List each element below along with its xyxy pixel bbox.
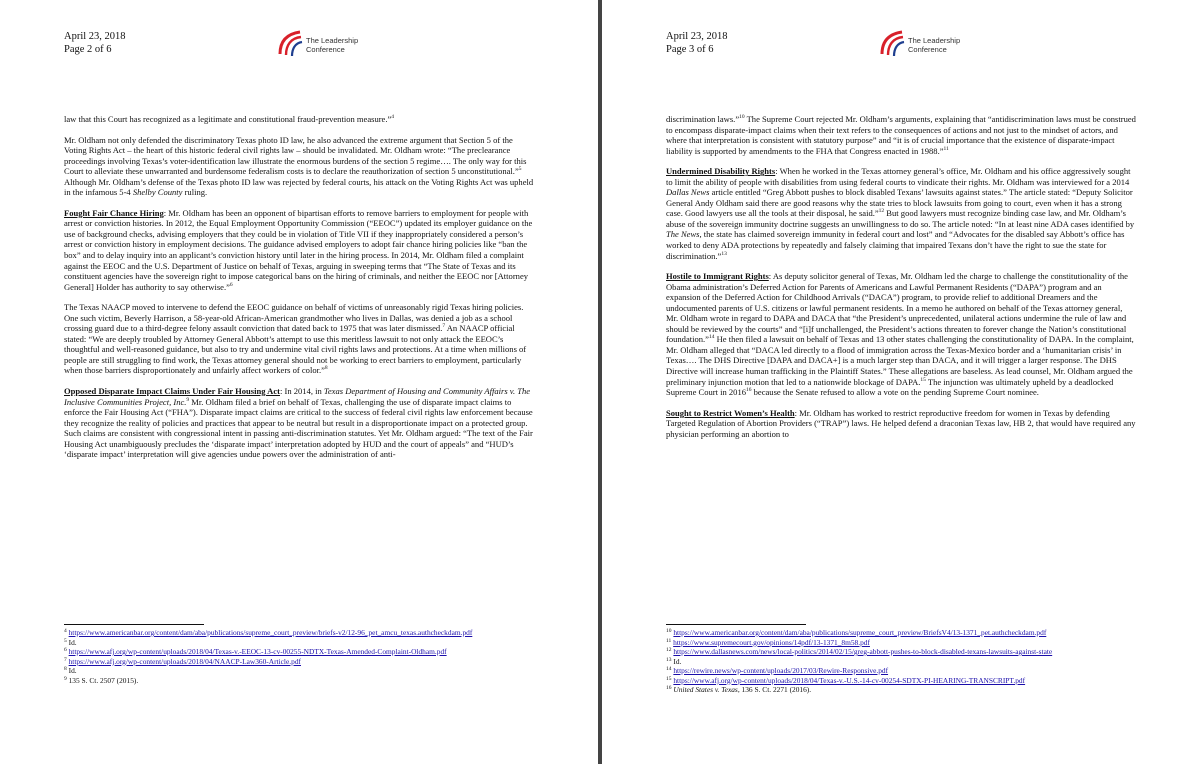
paragraph-text: : When he worked in the Texas attorney general’s office, Mr. Oldham and his office aggressively sought to limit the ability of people with disabilities from using federal courts to vindicate their rights. Mr. Oldham was interviewed for a 2014 xyxy=(666,166,1131,187)
footnote-item xyxy=(666,628,1136,637)
header-date: April 23, 2018 xyxy=(666,31,728,42)
footnote-link[interactable]: https://www.afj.org/wp-content/uploads/2018/04/NAACP-Law360-Article.pdf xyxy=(68,656,301,666)
footnote-rule xyxy=(64,624,204,625)
footnote-text: , 136 S. Ct. 2271 (2016). xyxy=(737,685,812,694)
logo-swoosh-icon xyxy=(276,28,304,58)
paragraph-text: , the state has claimed sovereign immunity in federal court and lost” and “Advocates for the disabled say Abbott’s office has worked to deny ADA protections by repeatedly and falsely claiming that impaired Texans don’t have the right to sue the state for discrimination.” xyxy=(666,229,1125,261)
footnote-number: 7 xyxy=(64,656,67,663)
logo-line-2: Conference xyxy=(908,45,947,54)
footnote-link[interactable]: https://www.supremecourt.gov/opinions/14pdf/13-1371_8m58.pdf xyxy=(673,637,870,647)
footnote-ref[interactable]: 11 xyxy=(943,145,949,152)
logo-text xyxy=(908,36,960,54)
footnote-ref[interactable]: 4 xyxy=(391,114,395,120)
paragraph-text: : In 2014, in xyxy=(279,386,324,397)
footnote-link[interactable]: https://www.dallasnews.com/news/local-politics/2014/02/15/greg-abbott-pushes-to-block-disabled-texans-lawsuits-against-state xyxy=(673,647,1053,656)
footnote-number: 9 xyxy=(64,675,67,682)
footnote-text: Id. xyxy=(673,656,682,666)
page-body xyxy=(666,114,1136,449)
document-page-3 xyxy=(602,0,1200,764)
footnote-number: 11 xyxy=(666,637,672,644)
paragraph-text: because the Senate refused to allow a vote on the pending Supreme Court nominee. xyxy=(751,387,1039,398)
footnote-ref[interactable]: 13 xyxy=(721,250,727,257)
paragraph-text: The injunction was ultimately upheld by a deadlocked Supreme Court in 2016 xyxy=(666,376,1114,398)
footnote-link[interactable]: https://rewire.news/wp-content/uploads/2017/03/Rewire-Responsive.pdf xyxy=(673,666,889,675)
section-heading: Hostile to Immigrant Rights xyxy=(666,271,769,282)
page-body xyxy=(64,114,534,470)
section-heading: Opposed Disparate Impact Claims Under Fair Housing Act xyxy=(64,386,280,397)
footnote-number: 14 xyxy=(666,666,672,672)
footnote-number: 5 xyxy=(64,637,67,644)
section-heading: Fought Fair Chance Hiring xyxy=(64,207,164,218)
footnote-ref[interactable]: 16 xyxy=(746,387,752,394)
footnote-item xyxy=(64,666,534,675)
paragraph xyxy=(666,271,1136,398)
footnote-item xyxy=(64,628,534,637)
footnote-rule xyxy=(666,624,806,625)
leadership-conference-logo xyxy=(276,26,396,66)
footnote-item xyxy=(64,638,534,647)
footnote-item xyxy=(666,657,1136,666)
paragraph-text: ruling. xyxy=(182,187,208,198)
paragraph-text: : As deputy solicitor general of Texas, Mr. Oldham led the charge to challenge the constitutionality of the Obama administration’s Deferred Action for Parents of Americans and Lawful Permanent Residents (“DAPA”) program and an expansion of the Deferred Action for Childhood Arrivals (“DACA”) program, to provide relief to additional Dreamers and the undocumented parents of U.S. citizens or lawful permanent residents. In a memo he authored on behalf of the Texas attorney general, Mr. Oldham wrote in regard to DAPA and DACA that “the President’s unprecedented, unilateral actions undermine the rule of law and should be reviewed by the courts” and “[i]f unchallenged, the President’s actions threaten to forever change the Nation’s constitutional foundation.” xyxy=(666,271,1128,345)
paragraph-text: Although Mr. Oldham’s defense of the Texas photo ID law was rejected by federal courts, his attack on the Voting Rights Act was upheld in the infamous 5-4 xyxy=(64,176,534,198)
publication-name: The News xyxy=(666,229,700,240)
footnote-item xyxy=(666,638,1136,647)
footnote-item xyxy=(666,685,1136,694)
paragraph-text: discrimination laws.” xyxy=(666,114,740,124)
paragraph-text: He then filed a lawsuit on behalf of Texas and 13 other states challenging the constitutionality of DAPA. In the complaint, Mr. Oldham alleged that “DACA led directly to a flood of immigration across the Texas-Mexico border and a ‘humanitarian crisis’ in Texas…. The DHS Directive [DAPA and DACA+] is a much larger step than DACA, and it will trigger a larger response. The DHS Directive will increase human trafficking in the Plaintiff States.” These allegations are baseless. As lead counsel, Mr. Oldham argued the preliminary injunction motion that led to a nationwide blockage of DAPA. xyxy=(666,334,1134,387)
paragraph xyxy=(64,135,534,198)
paragraph xyxy=(64,114,534,125)
paragraph xyxy=(666,408,1136,440)
footnote-link[interactable]: https://www.americanbar.org/content/dam/aba/publications/supreme_court_preview/BriefsV4/13-1371_pet.authcheckdam.pdf xyxy=(673,628,1047,637)
footnote-ref[interactable]: 8 xyxy=(324,365,328,372)
footnote-ref[interactable]: 5 xyxy=(518,166,522,173)
paragraph-text: : Mr. Oldham has worked to restrict reproductive freedom for women in Texas by defending Targeted Regulation of Abortion Providers (“TRAP”) laws. He helped defend a draconian Texas law, HB 2, that would have required any physician performing an abortion to xyxy=(666,407,1136,439)
paragraph-text: law that this Court has recognized as a legitimate and constitutional fraud-prevention measure.” xyxy=(64,114,392,124)
footnote-number: 15 xyxy=(666,675,672,682)
footnotes xyxy=(666,624,1136,695)
section-heading: Undermined Disability Rights xyxy=(666,166,776,177)
paragraph xyxy=(64,386,534,460)
header-page-number: Page 2 of 6 xyxy=(64,43,112,55)
case-name: United States v. Texas xyxy=(673,685,738,694)
paragraph-text: Mr. Oldham filed a brief on behalf of Texas, challenging the use of disparate impact claims to enforce the Fair Housing Act (“FHA”). Disparate impact claims are critical to the success of federal civil rights law enforcement because they recognize the reality of policies and practices that appear to be neutral but result in a disproportionate impact on a protected group. Such claims are consistent with congressional intent in passing anti-discrimination statutes. Yet Mr. Oldham argued: “The text of the Fair Housing Act unambiguously precludes the ‘disparate impact’ interpretation adopted by HUD and the court of appeals” and “HUD’s ‘disparate impact’ interpretation will give agencies undue powers over the administration of anti- xyxy=(64,396,533,460)
paragraph xyxy=(666,114,1136,156)
footnote-ref[interactable]: 10 xyxy=(739,114,745,120)
paragraph-text: The Texas NAACP moved to intervene to defend the EEOC guidance on behalf of victims of unreasonably rigid Texas hiring policies. One such victim, Beverly Harrison, a 58-year-old African-American grandmother who lives in Dallas, was denied a job as a school crossing guard due to a third-degree felony assault conviction that dated back to 1975 that was later dismissed. xyxy=(64,302,524,334)
paragraph-text: : Mr. Oldham has been an opponent of bipartisan efforts to remove barriers to employment for people with arrest or conviction histories. In 2012, the Equal Employment Opportunity Commission (“EEOC”) updated its employer guidance on the use of background checks, advising employers that they could be in violation of Title VII if they inappropriately considered a person’s arrest or conviction history in employment decisions. The guidance advised employers to adopt fair chance hiring policies like “ban the box” and to delay inquiry into an applicant’s conviction history until later in the hiring process. In 2014, Mr. Oldham filed a complaint against the EEOC and the U.S. Department of Justice on behalf of Texas, arguing in sweeping terms that “The State of Texas and its constituent agencies have the sovereign right to impose categorical bans on the hiring of criminals, and neither the EEOC nor [Attorney General] Holder has authority to say otherwise.” xyxy=(64,207,533,292)
footnote-text: Id. xyxy=(68,637,77,647)
logo-line-1: The Leadership xyxy=(908,36,961,45)
header-page-number: Page 3 of 6 xyxy=(666,43,714,55)
footnote-item xyxy=(64,647,534,656)
paragraph-text: But good lawyers must recognize binding case law, and Mr. Oldham’s abuse of the sovereign immunity doctrine suggests an unwillingness to do so. The article noted: “In at least nine ADA cases identified by xyxy=(666,208,1135,229)
footnote-link[interactable]: https://www.afj.org/wp-content/uploads/2018/04/Texas-v.-U.S.-14-cv-00254-SDTX-PI-HEARING-TRANSCRIPT.pdf xyxy=(673,675,1026,685)
footnote-ref[interactable]: 12 xyxy=(878,208,885,215)
footnote-item xyxy=(666,676,1136,685)
footnote-item xyxy=(64,657,534,666)
footnote-number: 16 xyxy=(666,685,672,691)
case-name: Texas Department of Housing and Community Affairs v. The Inclusive Communities Project, Inc. xyxy=(64,386,531,407)
footnote-ref[interactable]: 9 xyxy=(186,396,190,403)
paragraph-text: An NAACP official stated: “We are deeply troubled by Attorney General Abbott’s attempt to use this meritless lawsuit to not only attack the EEOC’s thoughtful and well-reasoned guidance, but also to try and undermine vital civil rights laws and protections. At a time when millions of people are still struggling to find work, the Texas attorney general should not be working to erect barriers to employment, particularly when those barriers disproportionately and unfairly affect workers of color.” xyxy=(64,323,527,376)
logo-line-1: The Leadership xyxy=(306,36,359,45)
case-name: Shelby County xyxy=(132,187,183,198)
footnote-ref[interactable]: 6 xyxy=(229,281,233,288)
page-header xyxy=(64,31,126,56)
footnote-ref[interactable]: 15 xyxy=(920,376,926,383)
header-date: April 23, 2018 xyxy=(64,31,126,42)
paragraph-text: article entitled “Greg Abbott pushes to block disabled Texans’ lawsuits against states.” The article stated: “Deputy Solicitor General Andy Oldham said there are good reasons why the state tries to block lawsuits from going to court, even when it has a strong case. Good lawyers use all the tools at their disposal, he said.” xyxy=(666,187,1133,219)
footnote-item xyxy=(64,676,534,685)
footnotes xyxy=(64,624,534,685)
footnote-ref[interactable]: 7 xyxy=(442,323,446,330)
paragraph xyxy=(64,302,534,376)
logo-text xyxy=(306,36,358,54)
paragraph xyxy=(64,208,534,292)
document-page-2 xyxy=(0,0,598,764)
footnote-text: 135 S. Ct. 2507 (2015). xyxy=(68,675,139,685)
paragraph-text: The Supreme Court rejected Mr. Oldham’s arguments, explaining that “antidiscrimination laws must be construed to encompass disparate-impact claims when their text refers to the consequences of actions and not just to the mindset of actors, and where that interpretation is consistent with statutory purpose” and “it is of crucial importance that the existence of disparate-impact liability is supported by amendments to the FHA that Congress enacted in 1988.” xyxy=(666,114,1136,156)
page-header xyxy=(666,31,728,56)
footnote-number: 13 xyxy=(666,656,672,663)
footnote-number: 8 xyxy=(64,666,67,672)
footnote-ref[interactable]: 14 xyxy=(708,334,715,341)
logo-swoosh-icon xyxy=(878,28,906,58)
footnote-number: 4 xyxy=(64,628,67,634)
publication-name: Dallas News xyxy=(666,187,710,198)
section-heading: Sought to Restrict Women’s Health xyxy=(666,407,795,418)
footnote-text: Id. xyxy=(68,666,77,675)
footnote-number: 10 xyxy=(666,628,672,634)
footnote-link[interactable]: https://www.americanbar.org/content/dam/aba/publications/supreme_court_preview/briefs-v2/12-96_pet_amcu_texas.authcheckdam.pdf xyxy=(68,628,473,637)
paragraph xyxy=(666,166,1136,261)
paragraph-text: Mr. Oldham not only defended the discriminatory Texas photo ID law, he also advanced the extreme argument that Section 5 of the Voting Rights Act – the heart of this historic federal civil rights law – should be invalidated. Mr. Oldham wrote: “The preclearance proceedings involving Texas’s voter-identification law illustrate the enormous burdens of the section 5 regime…. The only way for this Court to alleviate these unwarranted and burdensome federalism costs is to declare the reauthorization of section 5 unconstitutional.” xyxy=(64,134,527,177)
footnote-link[interactable]: https://www.afj.org/wp-content/uploads/2018/04/Texas-v.-EEOC-13-cv-00255-NDTX-Texas-Amended-Complaint-Oldham.pdf xyxy=(68,647,447,656)
leadership-conference-logo xyxy=(878,26,998,66)
footnote-item xyxy=(666,647,1136,656)
footnote-item xyxy=(666,666,1136,675)
footnote-number: 12 xyxy=(666,647,672,653)
logo-line-2: Conference xyxy=(306,45,345,54)
footnote-number: 6 xyxy=(64,647,67,653)
